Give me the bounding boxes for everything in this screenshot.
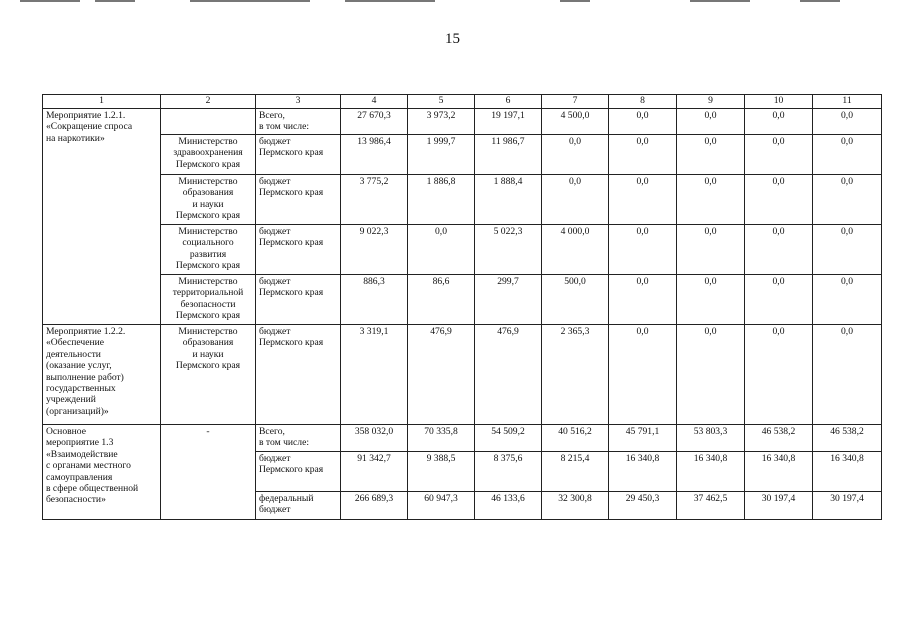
value-cell: 3 319,1: [341, 325, 408, 425]
source-cell: Всего, в том числе:: [256, 425, 341, 452]
value-cell: 27 670,3: [341, 109, 408, 135]
page-number: 15: [445, 31, 460, 47]
executor-cell: [161, 109, 256, 135]
header-cell: 1: [43, 95, 161, 109]
source-cell: бюджет Пермского края: [256, 275, 341, 325]
value-cell: 91 342,7: [341, 452, 408, 492]
value-cell: 46 538,2: [813, 425, 882, 452]
value-cell: 37 462,5: [677, 492, 745, 520]
value-cell: 16 340,8: [813, 452, 882, 492]
source-cell: федеральный бюджет: [256, 492, 341, 520]
value-cell: 46 538,2: [745, 425, 813, 452]
value-cell: 0,0: [813, 275, 882, 325]
table-row: [43, 175, 882, 225]
value-cell: 3 775,2: [341, 175, 408, 225]
value-cell: 0,0: [677, 325, 745, 425]
value-cell: 19 197,1: [475, 109, 542, 135]
header-cell: 11: [813, 95, 882, 109]
value-cell: 1 888,4: [475, 175, 542, 225]
value-cell: 0,0: [677, 275, 745, 325]
value-cell: 0,0: [813, 109, 882, 135]
table-row: [43, 325, 882, 425]
table-row: [43, 225, 882, 275]
source-cell: бюджет Пермского края: [256, 325, 341, 425]
value-cell: 0,0: [745, 325, 813, 425]
value-cell: 16 340,8: [745, 452, 813, 492]
value-cell: 8 375,6: [475, 452, 542, 492]
header-row: [43, 95, 882, 109]
value-cell: 0,0: [745, 109, 813, 135]
value-cell: 8 215,4: [542, 452, 609, 492]
header-cell: 2: [161, 95, 256, 109]
value-cell: 0,0: [813, 135, 882, 175]
executor-cell: -: [161, 425, 256, 520]
value-cell: 0,0: [677, 225, 745, 275]
header-cell: 7: [542, 95, 609, 109]
value-cell: 500,0: [542, 275, 609, 325]
source-cell: Всего, в том числе:: [256, 109, 341, 135]
source-cell: бюджет Пермского края: [256, 452, 341, 492]
value-cell: 358 032,0: [341, 425, 408, 452]
measure-name-cell: Мероприятие 1.2.2. «Обеспечение деятельности (оказание услуг, выполнение работ) государственных учреждений (организаций)»: [43, 325, 161, 425]
measure-name-cell: Основное мероприятие 1.3 «Взаимодействие с органами местного самоуправления в сфере общественной безопасности»: [43, 425, 161, 520]
value-cell: 54 509,2: [475, 425, 542, 452]
header-cell: 3: [256, 95, 341, 109]
value-cell: 266 689,3: [341, 492, 408, 520]
value-cell: 0,0: [745, 175, 813, 225]
value-cell: 0,0: [609, 135, 677, 175]
value-cell: 16 340,8: [609, 452, 677, 492]
value-cell: 299,7: [475, 275, 542, 325]
value-cell: 30 197,4: [813, 492, 882, 520]
value-cell: 4 500,0: [542, 109, 609, 135]
table-row: [43, 109, 882, 135]
value-cell: 9 388,5: [408, 452, 475, 492]
value-cell: 9 022,3: [341, 225, 408, 275]
budget-table: [42, 94, 882, 520]
source-cell: бюджет Пермского края: [256, 135, 341, 175]
executor-cell: Министерство здравоохранения Пермского края: [161, 135, 256, 175]
value-cell: 0,0: [745, 225, 813, 275]
value-cell: 0,0: [408, 225, 475, 275]
value-cell: 11 986,7: [475, 135, 542, 175]
value-cell: 0,0: [677, 175, 745, 225]
value-cell: 0,0: [609, 275, 677, 325]
value-cell: 476,9: [475, 325, 542, 425]
table-row: [43, 275, 882, 325]
value-cell: 0,0: [745, 275, 813, 325]
value-cell: 0,0: [609, 109, 677, 135]
value-cell: 86,6: [408, 275, 475, 325]
value-cell: 16 340,8: [677, 452, 745, 492]
value-cell: 32 300,8: [542, 492, 609, 520]
header-cell: 5: [408, 95, 475, 109]
value-cell: 5 022,3: [475, 225, 542, 275]
value-cell: 2 365,3: [542, 325, 609, 425]
header-cell: 4: [341, 95, 408, 109]
executor-cell: Министерство образования и науки Пермского края: [161, 325, 256, 425]
value-cell: 70 335,8: [408, 425, 475, 452]
header-cell: 9: [677, 95, 745, 109]
value-cell: 3 973,2: [408, 109, 475, 135]
executor-cell: Министерство образования и науки Пермского края: [161, 175, 256, 225]
value-cell: 0,0: [745, 135, 813, 175]
value-cell: 0,0: [609, 325, 677, 425]
source-cell: бюджет Пермского края: [256, 225, 341, 275]
scan-top-edge: [0, 0, 905, 3]
value-cell: 40 516,2: [542, 425, 609, 452]
value-cell: 29 450,3: [609, 492, 677, 520]
header-cell: 6: [475, 95, 542, 109]
value-cell: 13 986,4: [341, 135, 408, 175]
header-cell: 8: [609, 95, 677, 109]
value-cell: 1 886,8: [408, 175, 475, 225]
value-cell: 53 803,3: [677, 425, 745, 452]
table-row: [43, 425, 882, 452]
value-cell: 30 197,4: [745, 492, 813, 520]
measure-name-cell: Мероприятие 1.2.1. «Сокращение спроса на наркотики»: [43, 109, 161, 325]
value-cell: 46 133,6: [475, 492, 542, 520]
table-row: [43, 135, 882, 175]
value-cell: 1 999,7: [408, 135, 475, 175]
value-cell: 0,0: [542, 175, 609, 225]
value-cell: 0,0: [813, 325, 882, 425]
value-cell: 0,0: [813, 175, 882, 225]
value-cell: 0,0: [813, 225, 882, 275]
executor-cell: Министерство социального развития Пермского края: [161, 225, 256, 275]
source-cell: бюджет Пермского края: [256, 175, 341, 225]
value-cell: 476,9: [408, 325, 475, 425]
value-cell: 45 791,1: [609, 425, 677, 452]
value-cell: 0,0: [542, 135, 609, 175]
value-cell: 0,0: [677, 109, 745, 135]
value-cell: 60 947,3: [408, 492, 475, 520]
value-cell: 0,0: [677, 135, 745, 175]
value-cell: 0,0: [609, 225, 677, 275]
value-cell: 0,0: [609, 175, 677, 225]
value-cell: 886,3: [341, 275, 408, 325]
executor-cell: Министерство территориальной безопасности Пермского края: [161, 275, 256, 325]
header-cell: 10: [745, 95, 813, 109]
value-cell: 4 000,0: [542, 225, 609, 275]
